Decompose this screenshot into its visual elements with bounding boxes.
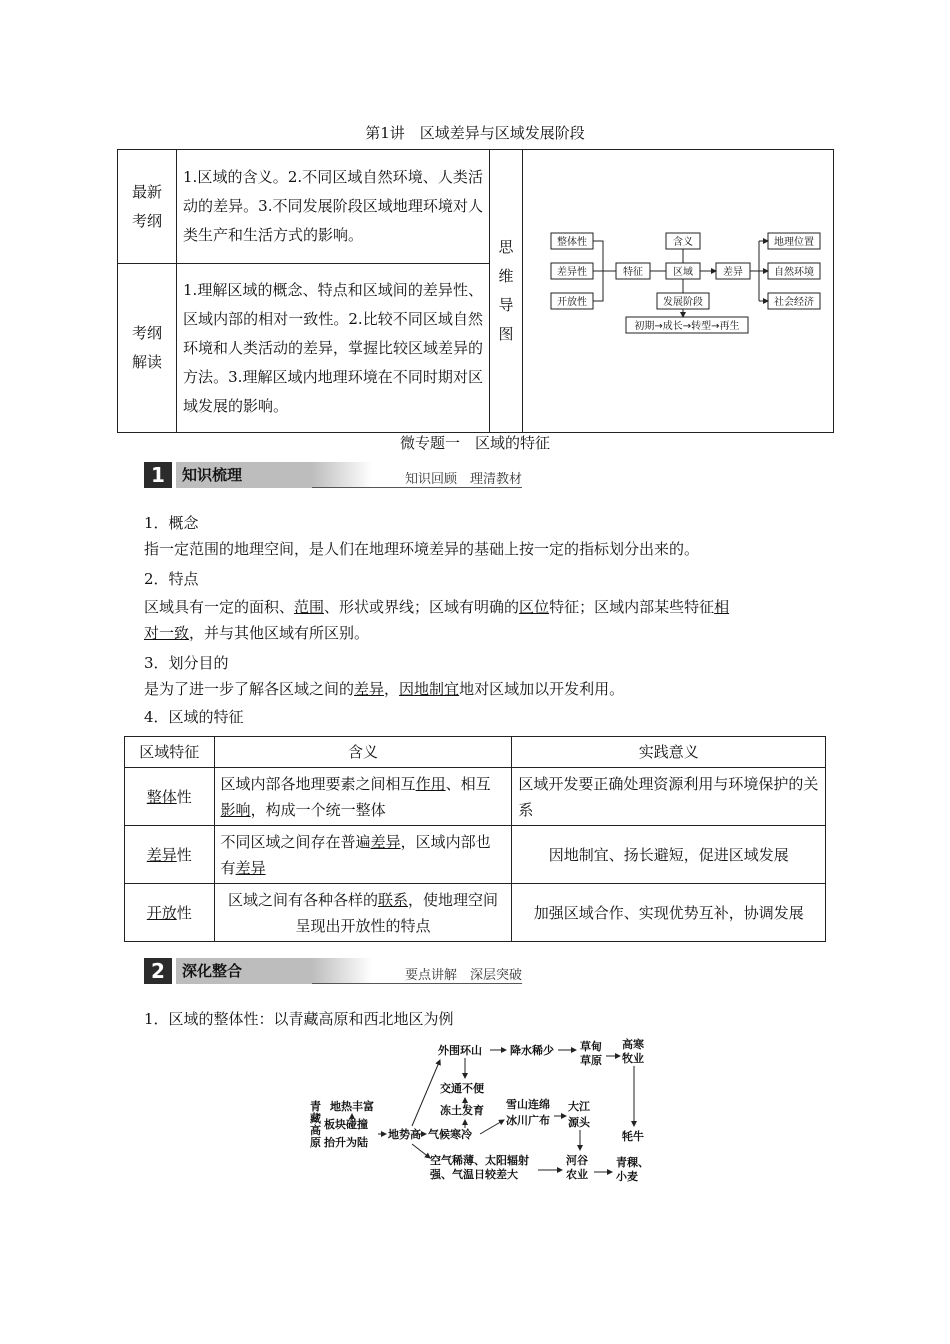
- text: 区域内部各地理要素之间相互: [220, 774, 416, 793]
- th-meaning: 含义: [214, 737, 512, 768]
- text: ，并与其他区域有所区别。: [189, 624, 370, 642]
- label-line: 考纲: [131, 324, 162, 342]
- d-outer: 外围环山: [438, 1044, 482, 1057]
- section-banner-1: [144, 462, 522, 488]
- outline-label-latest: [118, 150, 177, 264]
- d-river1: 大江: [568, 1100, 590, 1113]
- mm-center: 区域: [673, 266, 693, 278]
- page-title: 第1讲 区域差异与区域发展阶段: [365, 124, 585, 142]
- feature-meaning: [214, 826, 512, 884]
- text: 区域具有一定的面积、: [144, 598, 295, 616]
- text: 性: [176, 903, 192, 922]
- d-snow1: 雪山连绵: [506, 1098, 550, 1111]
- para-concept: 指一定范围的地理空间，是人们在地理环境差异的基础上按一定的指标划分出来的。: [144, 540, 700, 558]
- d-high: 地势高: [388, 1128, 421, 1141]
- label-line: 考纲: [131, 211, 162, 230]
- para-purpose: [144, 676, 824, 702]
- text: 是为了进一步了解各区域之间的: [144, 680, 355, 698]
- banner-slogan: 知识回顾 理清教材: [404, 472, 522, 487]
- label-char: 导: [498, 296, 514, 314]
- mm-right-2: 自然环境: [774, 266, 814, 278]
- blank-answer: 对一致: [144, 624, 190, 642]
- d-valley1: 河谷: [566, 1154, 588, 1167]
- d-geo3: 抬升为陆: [324, 1136, 368, 1149]
- blank-answer: 差异: [146, 845, 177, 864]
- d-frozen: 冻土发育: [440, 1104, 484, 1117]
- mindmap-diagram: [523, 151, 833, 432]
- banner-number: 2: [144, 958, 172, 984]
- label-line: 解读: [131, 353, 162, 371]
- text: 性: [176, 845, 192, 864]
- d-geo2: 板块碰撞: [324, 1118, 368, 1131]
- text: 、形状或界线；区域有明确的: [324, 598, 520, 616]
- label-char: 思: [498, 238, 514, 256]
- d-yak: 牦牛: [622, 1130, 644, 1143]
- feature-practice: 加强区域合作、实现优势互补，协调发展: [512, 884, 826, 942]
- text: 区域之间有各种各样的: [227, 890, 378, 909]
- blank-answer: 因地制宜: [399, 680, 460, 698]
- text: ，: [384, 680, 400, 698]
- text: 性: [176, 787, 192, 806]
- feature-name: [125, 884, 215, 942]
- mm-left-2: 差异性: [557, 266, 587, 278]
- d-geo1: 地热丰富: [330, 1100, 374, 1113]
- outline-label-interpret: [118, 264, 177, 433]
- d-traffic: 交通不便: [440, 1082, 484, 1095]
- feature-meaning: [214, 768, 512, 826]
- mm-left-3: 开放性: [557, 296, 587, 308]
- features-table: [124, 736, 826, 942]
- table-row: [125, 768, 826, 826]
- section-banner-2: [144, 958, 522, 984]
- banner-name: 知识梳理: [176, 462, 312, 488]
- d-river2: 源头: [568, 1116, 590, 1129]
- d-air2: 强、气温日较差大: [430, 1168, 518, 1181]
- mindmap-label: [490, 150, 523, 433]
- text: ，构成一个统一整体: [250, 800, 386, 819]
- table-row: [125, 884, 826, 942]
- banner-fade: [312, 958, 372, 984]
- subtopic-title: 微专题一 区域的特征: [399, 434, 550, 452]
- text: ，使地理空间呈现出开放性的特点: [295, 890, 498, 935]
- text: 特征；区域内部某些特征: [549, 598, 715, 616]
- banner-rule: [312, 487, 522, 488]
- outline-text-latest: 1.区域的含义。2.不同区域自然环境、人类活动的差异。3.不同发展阶段区域地理环境对人类生产和生活方式的影响。: [177, 150, 490, 264]
- d-alpine1: 高寒: [622, 1038, 644, 1051]
- table-row: [125, 826, 826, 884]
- feature-practice: 因地制宜、扬长避短，促进区域发展: [512, 826, 826, 884]
- th-feature: 区域特征: [125, 737, 215, 768]
- banner-rule: [312, 983, 522, 984]
- heading-features: 4．区域的特征: [144, 708, 244, 726]
- text: 地对区域加以开发利用。: [459, 680, 625, 698]
- mm-stage: 发展阶段: [663, 296, 703, 308]
- banner-number: 1: [144, 462, 172, 488]
- banner-fade: [312, 462, 372, 488]
- d-snow2: 冰川广布: [506, 1114, 550, 1127]
- feature-name: [125, 768, 215, 826]
- blank-answer: 差异: [370, 832, 401, 851]
- feature-meaning: [214, 884, 512, 942]
- d-alpine2: 牧业: [622, 1052, 644, 1065]
- mm-right-3: 社会经济: [774, 296, 814, 308]
- mm-stages-flow: 初期→成长→转型→再生: [634, 320, 740, 332]
- d-barley2: 小麦: [616, 1170, 638, 1183]
- blank-answer: 相: [714, 598, 730, 616]
- banner-slogan: 要点讲解 深层突破: [404, 968, 522, 983]
- blank-answer: 差异: [354, 680, 385, 698]
- text: 、相互: [445, 774, 491, 793]
- mm-diff: 差异: [723, 266, 743, 278]
- d-air1: 空气稀薄、太阳辐射: [430, 1154, 529, 1167]
- blank-answer: 范围: [294, 598, 325, 616]
- text: ，区域内部也有: [220, 832, 491, 877]
- mm-left-1: 整体性: [557, 236, 587, 248]
- blank-answer: 差异: [235, 858, 266, 877]
- tibet-integrity-diagram: [300, 1038, 660, 1188]
- blank-answer: 区位: [519, 598, 550, 616]
- text: 不同区域之间存在普遍: [220, 832, 371, 851]
- mindmap-cell: [523, 150, 834, 433]
- label-char: 图: [498, 325, 514, 343]
- blank-answer: 作用: [415, 774, 446, 793]
- heading-purpose: 3．划分目的: [144, 654, 229, 672]
- blank-answer: 开放: [146, 903, 177, 922]
- blank-answer: 整体: [146, 787, 177, 806]
- d-meadow1: 草甸: [580, 1040, 602, 1053]
- d-rain: 降水稀少: [510, 1044, 554, 1057]
- d-origin: 青藏高原: [310, 1100, 321, 1149]
- label-line: 最新: [131, 182, 162, 201]
- d-cold: 气候寒冷: [428, 1128, 472, 1141]
- d-valley2: 农业: [566, 1168, 588, 1181]
- blank-answer: 联系: [377, 890, 408, 909]
- heading-concept: 1．概念: [144, 514, 199, 532]
- blank-answer: 影响: [220, 800, 251, 819]
- heading-integrity: 1．区域的整体性：以青藏高原和西北地区为例: [144, 1010, 454, 1028]
- heading-traits: 2．特点: [144, 570, 199, 588]
- mm-feature: 特征: [623, 266, 643, 278]
- feature-practice: 区域开发要正确处理资源利用与环境保护的关系: [512, 768, 826, 826]
- banner-name: 深化整合: [176, 958, 312, 984]
- mm-meaning: 含义: [673, 236, 693, 248]
- mm-right-1: 地理位置: [774, 236, 814, 248]
- d-meadow2: 草原: [580, 1054, 602, 1067]
- para-traits: [144, 594, 824, 646]
- outline-table: [117, 149, 834, 433]
- outline-text-interpret: 1.理解区域的概念、特点和区域间的差异性、区域内部的相对一致性。2.比较不同区域自然环境和人类活动的差异，掌握比较区域差异的方法。3.理解区域内地理环境在不同时期对区域发展的影响。: [177, 264, 490, 433]
- th-practice: 实践意义: [512, 737, 826, 768]
- d-barley1: 青稞、: [616, 1156, 649, 1169]
- label-char: 维: [498, 267, 514, 285]
- feature-name: [125, 826, 215, 884]
